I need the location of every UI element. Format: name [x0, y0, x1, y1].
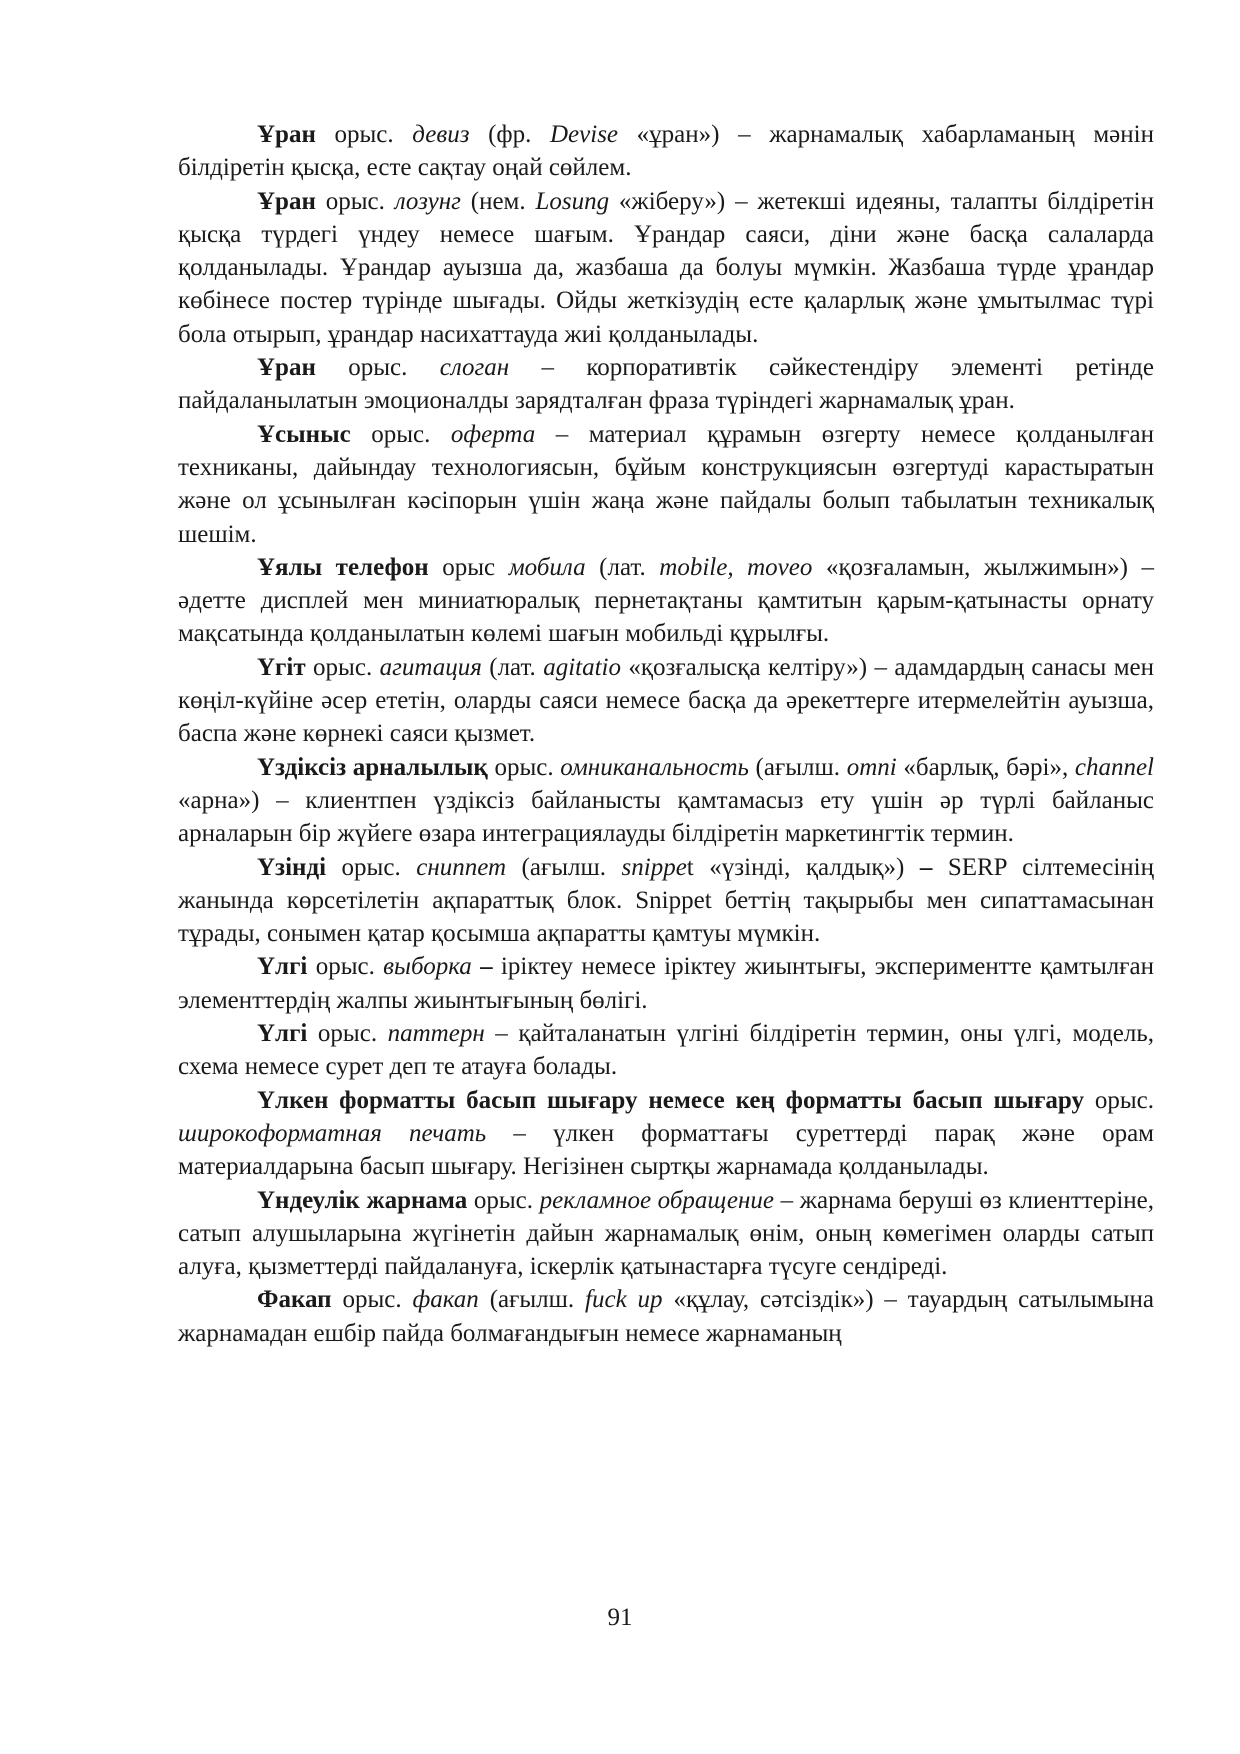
entry-text: орыс. [487, 753, 561, 781]
entry-text: (нем. [460, 187, 536, 215]
entry-text: орыс. [307, 1020, 388, 1048]
entry-text: – қайталанатын үлгіні білдіретін термин, оны үлгі, модель, схема немесе сурет деп те атауға болады. [178, 1020, 1154, 1081]
russian-equivalent: сниппет [416, 853, 507, 881]
entry-term: Үлкен форматты басып шығару немесе кең форматты басып шығару [257, 1086, 1085, 1114]
dictionary-entry [178, 1184, 1154, 1284]
source-word: agitatio [543, 653, 621, 681]
dictionary-entry [178, 851, 1154, 951]
russian-equivalent: факап [412, 1286, 479, 1314]
entry-term: – [919, 853, 933, 881]
entry-text: орыс. [307, 953, 384, 981]
russian-equivalent: мобила [508, 553, 586, 581]
entry-term: Ұялы телефон [257, 553, 429, 581]
entry-text: іріктеу немесе іріктеу жиынтығы, экспериментте қамтылған элементтердің жалпы жиынтығының бөлігі. [178, 953, 1155, 1014]
entry-term: Ұран [257, 354, 316, 382]
russian-equivalent: паттерн [387, 1020, 485, 1048]
page-number: 91 [607, 1604, 633, 1631]
source-word: Losung [535, 187, 610, 215]
source-word: fuck up [585, 1286, 663, 1314]
entry-text: орыс. [315, 187, 395, 215]
entry-text: орыс. [315, 354, 440, 382]
source-word: mobile, moveo [659, 553, 813, 581]
document-body [178, 118, 1154, 1350]
entry-term: Үндеулік жарнама [257, 1186, 468, 1214]
entry-term: Үлгі [257, 1020, 308, 1048]
entry-text: орыс. [467, 1186, 540, 1214]
entry-text: орыс. [315, 121, 413, 148]
russian-equivalent: лозунг [394, 187, 461, 215]
dictionary-entry [178, 950, 1154, 1017]
source-word: channel [1074, 753, 1154, 781]
entry-text: орыс. [326, 853, 417, 881]
entry-text: SERP сілтемесінің жанында көрсетілетін ақпараттық блок. Snippet беттің тақырыбы мен сипаттамасынан тұрады, сонымен қатар қосымша ақпаратты қамтуы мүмкін. [178, 853, 1154, 948]
entry-text: (лат. [481, 653, 544, 681]
entry-text: «қозғаламын, жылжимын») – әдетте дисплей мен миниатюралық пернетақтаны қамтитын қарым-қатынасты орнату мақсатында қолданылатын көлемі шағын мобильді құрылғы. [178, 553, 1154, 648]
entry-text: орыс. [331, 1286, 413, 1314]
entry-text: «арна») – клиентпен үздіксіз байланысты қамтамасыз ету үшін әр түрлі байланыс арналарын бір жүйеге өзара интеграциялауды білдіретін маркетингтік термин. [178, 786, 1154, 848]
entry-text: «құлау, сәтсіздік») – тауардың сатылымына жарнамадан ешбір пайда болмағандығын немесе жарнаманың [178, 1286, 1155, 1347]
entry-term: Үгіт [257, 653, 306, 681]
entry-text: – үлкен форматтағы суреттерді парақ және орам материалдарына басып шығару. Негізінен сыртқы жарнамада қолданылады. [178, 1119, 1154, 1181]
source-word: Devise [550, 121, 619, 148]
dictionary-entry [178, 351, 1154, 418]
russian-equivalent: слоган [439, 354, 510, 382]
russian-equivalent: девиз [412, 121, 470, 148]
entry-text: – корпоративтік сәйкестендіру элементі ретінде пайдаланылатын эмоционалды зарядталған фраза түріндегі жарнамалық ұран. [178, 354, 1154, 415]
entry-term: Үзінді [257, 853, 327, 881]
entry-text: (лат. [585, 553, 660, 581]
dictionary-entry [178, 1084, 1154, 1184]
entry-text: орыс [428, 553, 509, 581]
dictionary-entry [178, 751, 1154, 851]
entry-term: Үлгі [257, 953, 308, 981]
entry-text: орыс. [305, 653, 380, 681]
dictionary-entry [178, 651, 1154, 751]
entry-text: (ағылш. [748, 753, 847, 781]
entry-term: Ұран [257, 187, 316, 215]
entry-term: Ұран [257, 121, 316, 148]
entry-text: – жарнама беруші өз клиенттеріне, сатып алушыларына жүгінетін дайын жарнамалық өнім, оның көмегімен оларды сатып алуға, қызметтерді пайдалануға, іскерлік қатынастарға түсуге сендіреді. [178, 1186, 1154, 1281]
entry-text: t «үзінді, қалдық») [686, 853, 920, 881]
russian-equivalent: широкоформатная печать [178, 1119, 487, 1147]
russian-equivalent: выборка [383, 953, 472, 981]
entry-text: орыс. [350, 420, 451, 448]
entry-text: – материал құрамын өзгерту немесе қолданылған техниканы, дайындау технологиясын, бұйым конструкциясын өзгертуді карастыратын және ол ұсынылған кәсіпорын үшін жаңа және пайдалы болып табылатын техникалық шешім. [178, 420, 1154, 548]
source-word: snippe [621, 853, 687, 881]
source-word: omni [846, 753, 897, 781]
entry-text: орыс. [1084, 1086, 1154, 1114]
entry-text [472, 953, 480, 980]
entry-text: (фр. [469, 121, 550, 148]
dictionary-entry [178, 118, 1154, 185]
entry-text: «барлық, бәрі», [896, 753, 1075, 781]
dictionary-entry [178, 1283, 1154, 1350]
entry-text: (ағылш. [506, 853, 622, 881]
russian-equivalent: агитация [379, 653, 482, 681]
entry-text: «ұран») – жарнамалық хабарламаның мәнін білдіретін қысқа, есте сақтау оңай сөйлем. [178, 121, 1154, 182]
russian-equivalent: рекламное обращение [539, 1186, 775, 1214]
entry-term: Факап [257, 1286, 332, 1314]
entry-text: (ағылш. [478, 1286, 586, 1314]
dictionary-entry [178, 418, 1154, 551]
russian-equivalent: оферта [450, 420, 536, 448]
dictionary-entry [178, 185, 1154, 351]
entry-text: «қозғалысқа келтіру») – адамдардың санасы мен көңіл-күйіне әсер ететін, оларды саяси немесе басқа да әрекеттерге итермелейтін ауызша, баспа және көрнекі саяси қызмет. [178, 653, 1154, 748]
dictionary-entry [178, 551, 1154, 651]
entry-text: «жіберу») – жетекші идеяны, талапты білдіретін қысқа түрдегі үндеу немесе шағым. Ұрандар саяси, діни және басқа салаларда қолданылады. Ұрандар ауызша да, жазбаша да болуы мүмкін. Жазбаша түрде ұрандар көбінесе постер түрінде шығады. Ойды жеткізудің есте қаларлық және ұмытылмас түрі бола отырып, ұрандар насихаттауда жиі қолданылады. [178, 187, 1154, 348]
entry-term: Үздіксіз арналылық [257, 753, 488, 781]
entry-term: Ұсыныс [257, 420, 351, 448]
russian-equivalent: омниканальность [560, 753, 749, 781]
entry-term: – [480, 953, 493, 981]
dictionary-entry [178, 1017, 1154, 1084]
